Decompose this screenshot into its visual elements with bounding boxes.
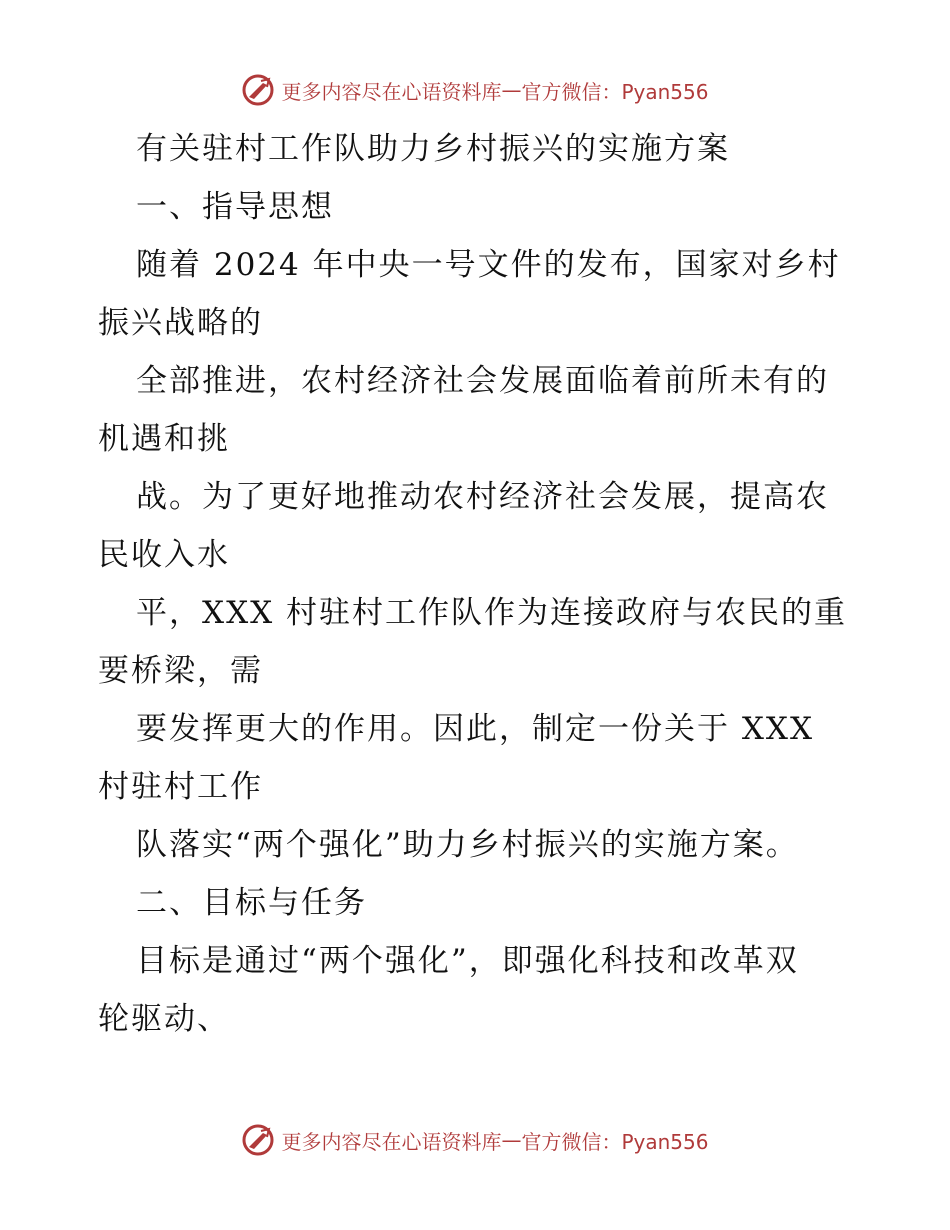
doc-line: 要桥梁，需 (98, 653, 263, 689)
watermark-brand: 更多内容尽在心语资料库 (281, 1129, 502, 1154)
doc-line: 要发挥更大的作用。因此，制定一份关于 XXX (136, 711, 815, 747)
doc-line: 振兴战略的 (98, 305, 263, 341)
doc-line: 目标是通过“两个强化”，即强化科技和改革双 (136, 943, 799, 979)
header-watermark (0, 68, 950, 112)
doc-line: 二、目标与任务 (136, 885, 367, 921)
doc-line: 全部推进，农村经济社会发展面临着前所未有的 (136, 363, 829, 399)
quill-logo-icon (241, 73, 275, 107)
doc-line: 轮驱动、 (98, 1001, 230, 1037)
doc-line: 战。为了更好地推动农村经济社会发展，提高农 (136, 479, 829, 515)
doc-line: 队落实“两个强化”助力乡村振兴的实施方案。 (136, 827, 799, 863)
watermark-wechat: 官方微信：Pyan556 (521, 79, 709, 104)
watermark-wechat: 官方微信：Pyan556 (521, 1129, 709, 1154)
doc-line: 随着 2024 年中央一号文件的发布，国家对乡村 (136, 247, 841, 283)
quill-logo-icon (241, 1123, 275, 1157)
watermark-separator: — (501, 78, 522, 102)
doc-line: 平，XXX 村驻村工作队作为连接政府与农民的重 (136, 595, 848, 631)
doc-line: 有关驻村工作队助力乡村振兴的实施方案 (136, 131, 730, 167)
doc-line: 村驻村工作 (98, 769, 263, 805)
watermark-brand: 更多内容尽在心语资料库 (281, 79, 502, 104)
watermark-separator: — (501, 1128, 522, 1152)
footer-watermark (0, 1118, 950, 1162)
document-body (98, 120, 858, 1048)
doc-line: 机遇和挑 (98, 421, 230, 457)
doc-line: 一、指导思想 (136, 189, 334, 225)
doc-line: 民收入水 (98, 537, 230, 573)
